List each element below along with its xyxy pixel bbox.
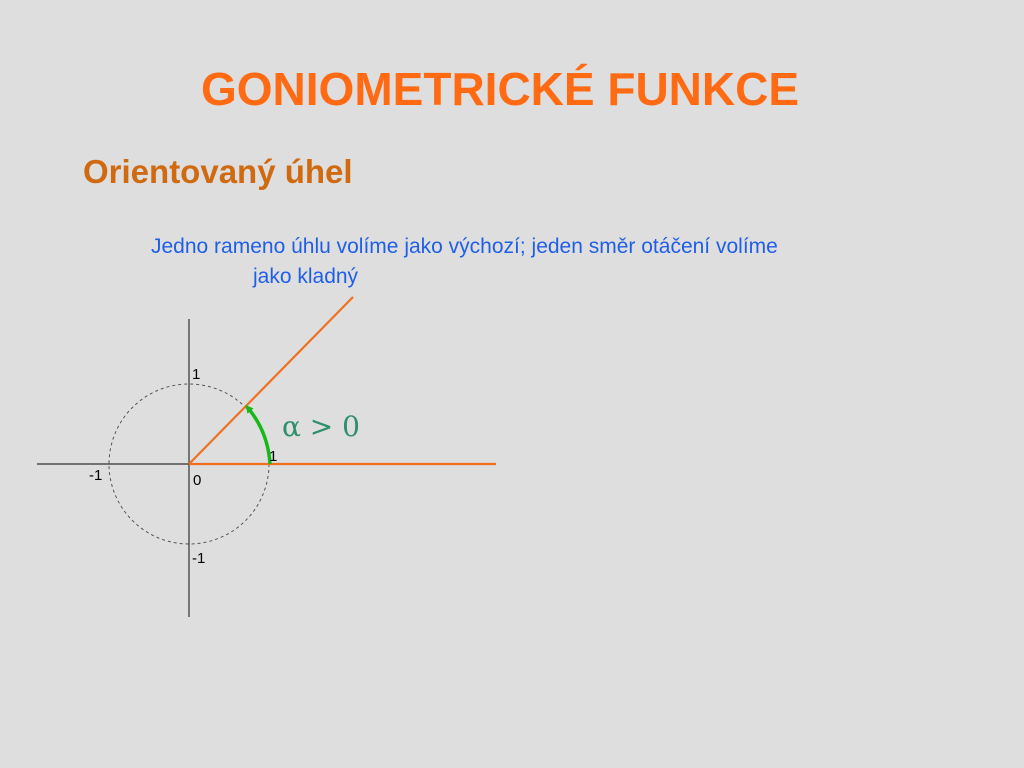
angle-label: α > 0: [282, 410, 360, 443]
slide-subtitle: Orientovaný úhel: [83, 153, 353, 190]
description-line-2: jako kladný: [253, 265, 359, 288]
slide-title: GONIOMETRICKÉ FUNKCE: [201, 63, 799, 115]
y-axis-label-neg1: -1: [192, 550, 206, 567]
x-axis-label-neg1: -1: [89, 467, 103, 484]
y-axis-label-1: 1: [192, 366, 201, 383]
x-axis-label-1: 1: [269, 448, 278, 465]
origin-label: 0: [193, 472, 202, 489]
angle-arc-arrow: [248, 408, 270, 464]
description-line-1: Jedno rameno úhlu volíme jako výchozí; jeden směr otáčení volíme: [151, 235, 778, 258]
